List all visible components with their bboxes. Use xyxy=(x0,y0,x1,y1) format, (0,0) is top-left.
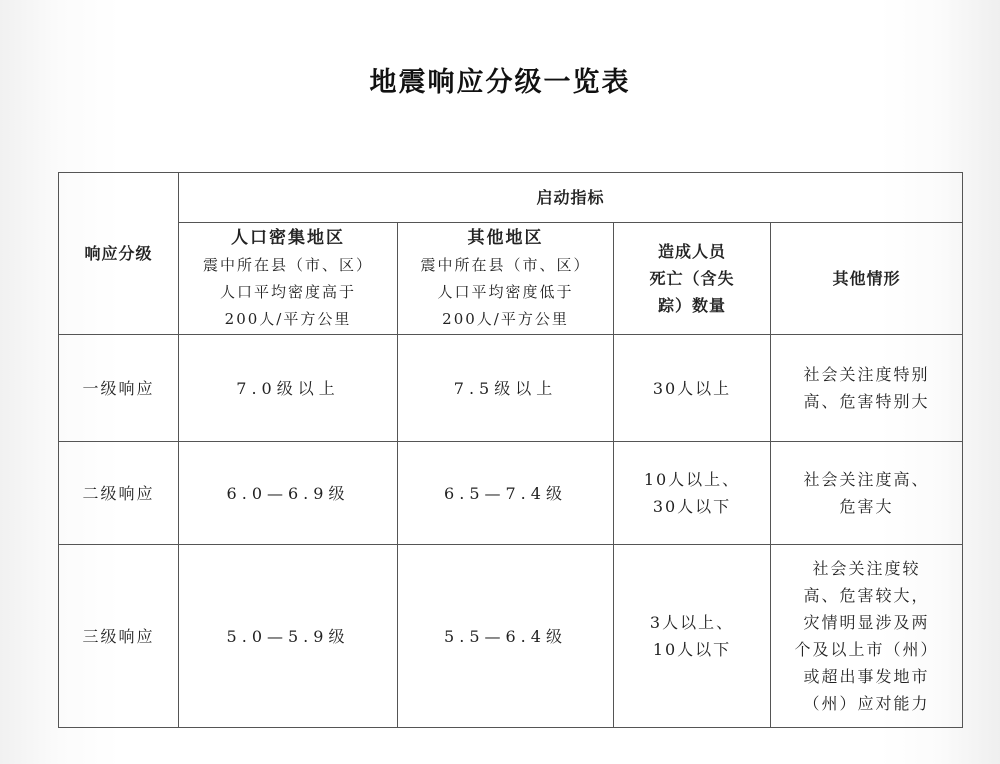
page-title: 地震响应分级一览表 xyxy=(369,67,631,98)
casualty-header-line: 死亡（含失 xyxy=(649,269,735,288)
casualty-cell xyxy=(614,442,771,545)
header-row-1 xyxy=(59,173,963,223)
earthquake-response-table xyxy=(58,172,963,728)
other-condition-cell xyxy=(771,442,963,545)
other-magnitude-cell: 7.5级以上 xyxy=(398,335,614,442)
condition-line: 高、危害较大， xyxy=(803,586,930,605)
condition-line: 危害大 xyxy=(839,497,894,516)
response-level-cell: 一级响应 xyxy=(59,335,179,442)
other-magnitude-cell: 6.5—7.4级 xyxy=(398,442,614,545)
other-area-desc-line: 人口平均密度低于 xyxy=(437,282,574,301)
header-row-2 xyxy=(59,223,963,335)
header-other-area xyxy=(398,223,614,335)
response-level-cell: 三级响应 xyxy=(59,545,179,728)
casualty-line: 10人以下 xyxy=(652,640,732,659)
casualty-line: 30人以上 xyxy=(652,378,732,398)
condition-line: 社会关注度较 xyxy=(812,559,921,578)
casualty-line: 30人以下 xyxy=(652,497,732,516)
other-condition-cell xyxy=(771,335,963,442)
header-dense-area xyxy=(179,223,398,335)
dense-magnitude-cell: 5.0—5.9级 xyxy=(179,545,398,728)
dense-area-desc-line: 震中所在县（市、区） xyxy=(202,255,373,274)
condition-line: 个及以上市（州） xyxy=(794,640,939,659)
casualty-line: 3人以上、 xyxy=(649,613,735,632)
other-magnitude-cell: 5.5—6.4级 xyxy=(398,545,614,728)
condition-line: 灾情明显涉及两 xyxy=(803,613,930,632)
casualty-cell xyxy=(614,545,771,728)
condition-line: 社会关注度特别 xyxy=(803,365,930,384)
casualty-header-line: 造成人员 xyxy=(657,242,726,261)
header-response-level: 响应分级 xyxy=(59,173,179,335)
condition-line: 社会关注度高、 xyxy=(803,470,930,489)
table-row xyxy=(59,545,963,728)
other-area-desc-line: 震中所在县（市、区） xyxy=(420,255,591,274)
casualty-header-line: 踪）数量 xyxy=(657,296,726,315)
dense-magnitude-cell: 7.0级以上 xyxy=(179,335,398,442)
other-area-name: 其他地区 xyxy=(467,227,544,248)
condition-line: （州）应对能力 xyxy=(803,694,930,713)
header-casualty-count xyxy=(614,223,771,335)
dense-magnitude-cell: 6.0—6.9级 xyxy=(179,442,398,545)
header-start-indicators: 启动指标 xyxy=(179,173,963,223)
dense-area-name: 人口密集地区 xyxy=(231,227,345,248)
table-row xyxy=(59,442,963,545)
casualty-cell xyxy=(614,335,771,442)
condition-line: 高、危害特别大 xyxy=(803,392,930,411)
table-row xyxy=(59,335,963,442)
other-condition-cell xyxy=(771,545,963,728)
header-other-conditions: 其他情形 xyxy=(771,223,963,335)
condition-line: 或超出事发地市 xyxy=(803,667,930,686)
other-area-desc-line: 200人/平方公里 xyxy=(442,309,569,328)
dense-area-desc-line: 人口平均密度高于 xyxy=(219,282,356,301)
response-level-cell: 二级响应 xyxy=(59,442,179,545)
casualty-line: 10人以上、 xyxy=(643,470,741,489)
dense-area-desc-line: 200人/平方公里 xyxy=(224,309,352,328)
